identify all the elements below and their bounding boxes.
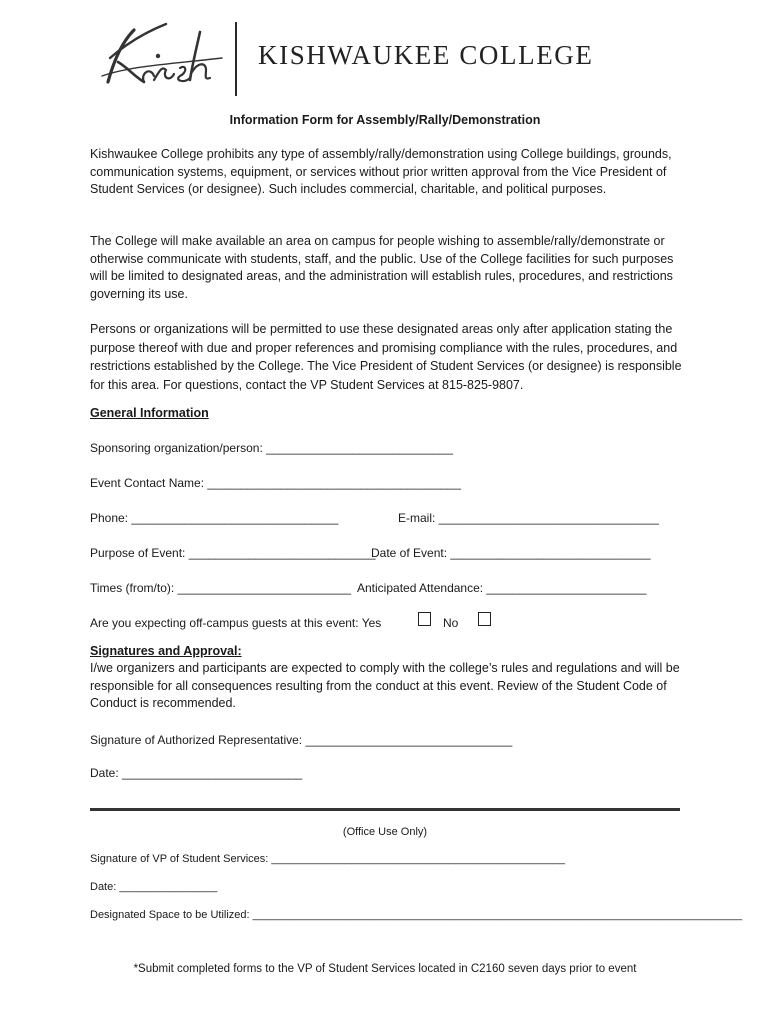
kish-script-logo-icon (100, 18, 225, 98)
off-campus-guests-question: Are you expecting off-campus guests at this event: Yes (90, 616, 382, 630)
authorized-representative-signature-field[interactable]: Signature of Authorized Representative: _______________________________ (90, 733, 513, 747)
intro-paragraph-3: Persons or organizations will be permitted to use these designated areas only after application stating the purpose thereof with due and proper references and promising compliance with the rules, procedures, and restrictions established by the College. The Vice President of Student Services (or designee) is responsible for this area. For questions, contact the VP Student Services at 815-825-9807. (90, 322, 682, 392)
office-date-field[interactable]: Date: ________________ (90, 881, 218, 893)
signature-date-field[interactable]: Date: ___________________________ (90, 766, 303, 780)
email-field[interactable]: E-mail: _________________________________ (398, 511, 659, 525)
logo-divider (235, 22, 237, 96)
phone-field[interactable]: Phone: _______________________________ (90, 511, 339, 525)
form-title: Information Form for Assembly/Rally/Demonstration (229, 113, 541, 127)
college-logo (100, 18, 660, 98)
guests-yes-checkbox[interactable] (418, 612, 431, 626)
section-divider (90, 808, 680, 811)
guests-no-checkbox[interactable] (478, 612, 491, 626)
intro-paragraph-2: The College will make available an area on campus for people wishing to assemble/rally/demonstrate or otherwise communicate with students, staff, and the public. Use of the College facilities for such purposes will be limited to designated areas, and the administration will establish rules, procedures, and restrictions governing its use. (90, 234, 674, 301)
college-name: KISHWAUKEE COLLEGE (258, 40, 594, 70)
submission-footnote: *Submit completed forms to the VP of Student Services located in C2160 seven days prior to event (133, 963, 637, 975)
office-use-heading: (Office Use Only) (342, 826, 428, 838)
intro-paragraph-1: Kishwaukee College prohibits any type of assembly/rally/demonstration using College buildings, grounds, communication systems, equipment, or services without prior written approval from the Vice President of Student Services (or designee). Such includes commercial, charitable, and political purposes. (90, 147, 672, 196)
vp-signature-field[interactable]: Signature of VP of Student Services: ________________________________________________ (90, 853, 566, 865)
guests-no-label: No (443, 616, 459, 630)
signatures-approval-heading: Signatures and Approval: (90, 644, 242, 658)
event-contact-name-field[interactable]: Event Contact Name: ______________________________________ (90, 476, 461, 490)
purpose-of-event-field[interactable]: Purpose of Event: ____________________________ (90, 546, 376, 560)
sponsoring-organization-field[interactable]: Sponsoring organization/person: ____________________________ (90, 441, 453, 455)
date-of-event-field[interactable]: Date of Event: ______________________________ (371, 546, 651, 560)
times-field[interactable]: Times (from/to): __________________________ (90, 581, 352, 595)
anticipated-attendance-field[interactable]: Anticipated Attendance: ________________________ (357, 581, 647, 595)
signatures-paragraph: I/we organizers and participants are expected to comply with the college’s rules and regulations and will be responsible for all consequences resulting from the conduct at this event. Review of the Student Code of Conduct is recommended. (90, 661, 680, 710)
general-information-heading: General Information (90, 406, 209, 420)
designated-space-field[interactable]: Designated Space to be Utilized: ________________________________________________________________________________ (90, 909, 743, 921)
